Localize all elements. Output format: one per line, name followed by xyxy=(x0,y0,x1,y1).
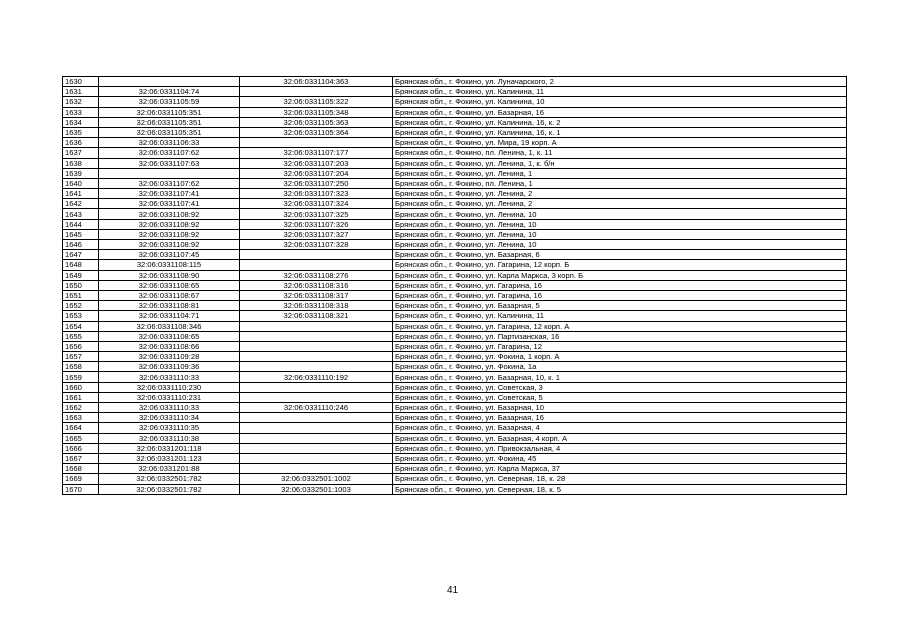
table-row xyxy=(63,341,847,351)
address-cell: Брянская обл., г. Фокино, ул. Калинина, 16, к. 2 xyxy=(393,117,847,127)
cadastral-number-a-cell: 32:06:0331201:88 xyxy=(99,464,240,474)
table-row xyxy=(63,77,847,87)
table-row xyxy=(63,352,847,362)
cadastral-number-b-cell xyxy=(240,413,393,423)
row-number-cell: 1654 xyxy=(63,321,99,331)
row-number-cell: 1633 xyxy=(63,107,99,117)
table-row xyxy=(63,372,847,382)
address-cell: Брянская обл., г. Фокино, ул. Гагарина, 16 xyxy=(393,290,847,300)
address-cell: Брянская обл., г. Фокино, ул. Привокзальная, 4 xyxy=(393,443,847,453)
cadastral-number-a-cell: 32:06:0331105:351 xyxy=(99,117,240,127)
row-number-cell: 1635 xyxy=(63,127,99,137)
cadastral-number-b-cell: 32:06:0331107:177 xyxy=(240,148,393,158)
address-cell: Брянская обл., г. Фокино, ул. Фокина, 45 xyxy=(393,453,847,463)
cadastral-number-a-cell: 32:06:0331110:230 xyxy=(99,382,240,392)
table-row xyxy=(63,158,847,168)
cadastral-number-b-cell: 32:06:0331107:324 xyxy=(240,199,393,209)
table-row xyxy=(63,168,847,178)
address-cell: Брянская обл., г. Фокино, ул. Мира, 19 корп. А xyxy=(393,138,847,148)
address-cell: Брянская обл., г. Фокино, ул. Фокина, 1а xyxy=(393,362,847,372)
table-row xyxy=(63,423,847,433)
cadastral-number-a-cell: 32:06:0331108:346 xyxy=(99,321,240,331)
address-cell: Брянская обл., г. Фокино, ул. Гагарина, 12 корп. А xyxy=(393,321,847,331)
cadastral-number-b-cell: 32:06:0331110:192 xyxy=(240,372,393,382)
address-cell: Брянская обл., г. Фокино, ул. Ленина, 1, к. б/н xyxy=(393,158,847,168)
cadastral-number-a-cell: 32:06:0331107:62 xyxy=(99,178,240,188)
row-number-cell: 1658 xyxy=(63,362,99,372)
cadastral-number-a-cell: 32:06:0331108:65 xyxy=(99,280,240,290)
cadastral-number-b-cell xyxy=(240,331,393,341)
row-number-cell: 1668 xyxy=(63,464,99,474)
address-cell: Брянская обл., г. Фокино, ул. Калинина, 11 xyxy=(393,87,847,97)
page-number: 41 xyxy=(446,585,459,596)
row-number-cell: 1647 xyxy=(63,250,99,260)
address-cell: Брянская обл., г. Фокино, ул. Базарная, 4 корп. А xyxy=(393,433,847,443)
cadastral-number-a-cell: 32:06:0331201:123 xyxy=(99,453,240,463)
cadastral-number-b-cell xyxy=(240,362,393,372)
address-cell: Брянская обл., г. Фокино, ул. Ленина, 2 xyxy=(393,189,847,199)
row-number-cell: 1667 xyxy=(63,453,99,463)
cadastral-number-a-cell: 32:06:0331105:351 xyxy=(99,127,240,137)
cadastral-number-b-cell: 32:06:0331108:318 xyxy=(240,301,393,311)
cadastral-number-a-cell: 32:06:0331105:351 xyxy=(99,107,240,117)
table-row xyxy=(63,219,847,229)
table-row xyxy=(63,464,847,474)
cadastral-number-a-cell: 32:06:0331110:34 xyxy=(99,413,240,423)
table-row xyxy=(63,443,847,453)
row-number-cell: 1664 xyxy=(63,423,99,433)
address-cell: Брянская обл., г. Фокино, ул. Партизанская, 16 xyxy=(393,331,847,341)
row-number-cell: 1642 xyxy=(63,199,99,209)
row-number-cell: 1666 xyxy=(63,443,99,453)
table-row xyxy=(63,392,847,402)
cadastral-number-a-cell: 32:06:0332501:782 xyxy=(99,484,240,494)
cadastral-number-a-cell: 32:06:0331201:118 xyxy=(99,443,240,453)
address-cell: Брянская обл., г. Фокино, ул. Советская, 5 xyxy=(393,392,847,402)
table-row xyxy=(63,97,847,107)
cadastral-number-b-cell xyxy=(240,423,393,433)
table-row xyxy=(63,250,847,260)
table-row xyxy=(63,87,847,97)
cadastral-number-a-cell: 32:06:0332501:782 xyxy=(99,474,240,484)
cadastral-number-a-cell: 32:06:0331108:92 xyxy=(99,240,240,250)
cadastral-number-b-cell: 32:06:0331107:250 xyxy=(240,178,393,188)
row-number-cell: 1663 xyxy=(63,413,99,423)
address-cell: Брянская обл., г. Фокино, ул. Карла Маркса, 3 корп. Б xyxy=(393,270,847,280)
address-cell: Брянская обл., г. Фокино, ул. Карла Маркса, 37 xyxy=(393,464,847,474)
cadastral-number-b-cell: 32:06:0331105:363 xyxy=(240,117,393,127)
cadastral-number-b-cell xyxy=(240,341,393,351)
table-body xyxy=(63,77,847,495)
cadastral-number-b-cell: 32:06:0331108:317 xyxy=(240,290,393,300)
table-row xyxy=(63,484,847,494)
row-number-cell: 1659 xyxy=(63,372,99,382)
cadastral-number-b-cell xyxy=(240,352,393,362)
cadastral-number-b-cell xyxy=(240,443,393,453)
row-number-cell: 1649 xyxy=(63,270,99,280)
cadastral-number-b-cell xyxy=(240,87,393,97)
cadastral-number-a-cell: 32:06:0331109:36 xyxy=(99,362,240,372)
row-number-cell: 1653 xyxy=(63,311,99,321)
address-cell: Брянская обл., г. Фокино, ул. Советская, 3 xyxy=(393,382,847,392)
row-number-cell: 1634 xyxy=(63,117,99,127)
cadastral-number-a-cell: 32:06:0331107:41 xyxy=(99,189,240,199)
cadastral-number-a-cell: 32:06:0331108:92 xyxy=(99,219,240,229)
row-number-cell: 1630 xyxy=(63,77,99,87)
cadastral-number-b-cell: 32:06:0331107:203 xyxy=(240,158,393,168)
cadastral-number-a-cell: 32:06:0331108:92 xyxy=(99,209,240,219)
cadastral-number-b-cell xyxy=(240,138,393,148)
cadastral-number-a-cell: 32:06:0331108:81 xyxy=(99,301,240,311)
cadastral-number-a-cell: 32:06:0331110:38 xyxy=(99,433,240,443)
address-cell: Брянская обл., г. Фокино, пл. Ленина, 1 xyxy=(393,178,847,188)
address-cell: Брянская обл., г. Фокино, ул. Ленина, 10 xyxy=(393,240,847,250)
cadastral-number-a-cell: 32:06:0331107:41 xyxy=(99,199,240,209)
table-row xyxy=(63,301,847,311)
table-row xyxy=(63,270,847,280)
address-cell: Брянская обл., г. Фокино, ул. Калинина, 16, к. 1 xyxy=(393,127,847,137)
address-cell: Брянская обл., г. Фокино, ул. Гагарина, 12 корп. Б xyxy=(393,260,847,270)
cadastral-number-a-cell: 32:06:0331108:115 xyxy=(99,260,240,270)
address-cell: Брянская обл., г. Фокино, ул. Базарная, 6 xyxy=(393,250,847,260)
cadastral-number-b-cell: 32:06:0332501:1002 xyxy=(240,474,393,484)
cadastral-number-a-cell: 32:06:0331104:74 xyxy=(99,87,240,97)
row-number-cell: 1644 xyxy=(63,219,99,229)
cadastral-number-b-cell xyxy=(240,392,393,402)
cadastral-number-b-cell: 32:06:0331108:321 xyxy=(240,311,393,321)
cadastral-number-a-cell xyxy=(99,168,240,178)
cadastral-number-a-cell: 32:06:0331106:33 xyxy=(99,138,240,148)
cadastral-number-b-cell xyxy=(240,260,393,270)
row-number-cell: 1661 xyxy=(63,392,99,402)
table-row xyxy=(63,474,847,484)
table-row xyxy=(63,362,847,372)
table-row xyxy=(63,148,847,158)
table-row xyxy=(63,138,847,148)
address-cell: Брянская обл., г. Фокино, ул. Базарная, 4 xyxy=(393,423,847,433)
cadastral-table xyxy=(62,76,847,495)
table-row xyxy=(63,321,847,331)
cadastral-number-b-cell: 32:06:0332501:1003 xyxy=(240,484,393,494)
row-number-cell: 1648 xyxy=(63,260,99,270)
table-row xyxy=(63,240,847,250)
table-row xyxy=(63,403,847,413)
table-row xyxy=(63,260,847,270)
table-row xyxy=(63,117,847,127)
cadastral-number-b-cell xyxy=(240,453,393,463)
cadastral-number-a-cell xyxy=(99,77,240,87)
cadastral-number-a-cell: 32:06:0331110:33 xyxy=(99,403,240,413)
row-number-cell: 1669 xyxy=(63,474,99,484)
address-cell: Брянская обл., г. Фокино, ул. Северная, 18, к. 28 xyxy=(393,474,847,484)
table-row xyxy=(63,127,847,137)
table-row xyxy=(63,107,847,117)
row-number-cell: 1657 xyxy=(63,352,99,362)
cadastral-number-a-cell: 32:06:0331108:67 xyxy=(99,290,240,300)
table-row xyxy=(63,311,847,321)
address-cell: Брянская обл., г. Фокино, ул. Калинина, 10 xyxy=(393,97,847,107)
row-number-cell: 1646 xyxy=(63,240,99,250)
address-cell: Брянская обл., г. Фокино, ул. Ленина, 1 xyxy=(393,168,847,178)
cadastral-number-a-cell: 32:06:0331110:231 xyxy=(99,392,240,402)
row-number-cell: 1670 xyxy=(63,484,99,494)
table-row xyxy=(63,453,847,463)
table-row xyxy=(63,331,847,341)
table-row xyxy=(63,178,847,188)
row-number-cell: 1662 xyxy=(63,403,99,413)
cadastral-number-b-cell: 32:06:0331108:276 xyxy=(240,270,393,280)
row-number-cell: 1631 xyxy=(63,87,99,97)
cadastral-number-b-cell xyxy=(240,250,393,260)
row-number-cell: 1643 xyxy=(63,209,99,219)
cadastral-number-a-cell: 32:06:0331108:90 xyxy=(99,270,240,280)
table-row xyxy=(63,433,847,443)
row-number-cell: 1656 xyxy=(63,341,99,351)
address-cell: Брянская обл., г. Фокино, ул. Гагарина, 16 xyxy=(393,280,847,290)
table-row xyxy=(63,280,847,290)
table-row xyxy=(63,209,847,219)
address-cell: Брянская обл., г. Фокино, ул. Базарная, 10, к. 1 xyxy=(393,372,847,382)
table-row xyxy=(63,189,847,199)
cadastral-number-b-cell: 32:06:0331105:348 xyxy=(240,107,393,117)
table-row xyxy=(63,382,847,392)
row-number-cell: 1660 xyxy=(63,382,99,392)
cadastral-number-a-cell: 32:06:0331107:45 xyxy=(99,250,240,260)
cadastral-number-a-cell: 32:06:0331110:33 xyxy=(99,372,240,382)
row-number-cell: 1640 xyxy=(63,178,99,188)
cadastral-number-b-cell: 32:06:0331104:363 xyxy=(240,77,393,87)
table-row xyxy=(63,199,847,209)
address-cell: Брянская обл., г. Фокино, ул. Фокина, 1 корп. А xyxy=(393,352,847,362)
address-cell: Брянская обл., г. Фокино, ул. Гагарина, 12 xyxy=(393,341,847,351)
cadastral-number-b-cell: 32:06:0331105:364 xyxy=(240,127,393,137)
cadastral-number-b-cell: 32:06:0331107:323 xyxy=(240,189,393,199)
address-cell: Брянская обл., г. Фокино, ул. Северная, 18, к. 5 xyxy=(393,484,847,494)
cadastral-number-b-cell: 32:06:0331105:322 xyxy=(240,97,393,107)
cadastral-number-b-cell: 32:06:0331108:316 xyxy=(240,280,393,290)
cadastral-number-a-cell: 32:06:0331105:59 xyxy=(99,97,240,107)
cadastral-number-b-cell: 32:06:0331107:328 xyxy=(240,240,393,250)
table-row xyxy=(63,413,847,423)
cadastral-number-a-cell: 32:06:0331108:92 xyxy=(99,229,240,239)
row-number-cell: 1638 xyxy=(63,158,99,168)
cadastral-number-b-cell xyxy=(240,464,393,474)
cadastral-number-b-cell: 32:06:0331107:204 xyxy=(240,168,393,178)
address-cell: Брянская обл., г. Фокино, ул. Ленина, 10 xyxy=(393,219,847,229)
cadastral-number-a-cell: 32:06:0331107:63 xyxy=(99,158,240,168)
table-row xyxy=(63,290,847,300)
cadastral-number-a-cell: 32:06:0331104:71 xyxy=(99,311,240,321)
row-number-cell: 1651 xyxy=(63,290,99,300)
address-cell: Брянская обл., г. Фокино, ул. Ленина, 2 xyxy=(393,199,847,209)
row-number-cell: 1665 xyxy=(63,433,99,443)
cadastral-number-b-cell: 32:06:0331107:327 xyxy=(240,229,393,239)
address-cell: Брянская обл., г. Фокино, ул. Ленина, 10 xyxy=(393,209,847,219)
row-number-cell: 1636 xyxy=(63,138,99,148)
address-cell: Брянская обл., г. Фокино, ул. Базарная, 16 xyxy=(393,107,847,117)
cadastral-number-a-cell: 32:06:0331107:62 xyxy=(99,148,240,158)
row-number-cell: 1632 xyxy=(63,97,99,107)
cadastral-number-a-cell: 32:06:0331108:65 xyxy=(99,331,240,341)
address-cell: Брянская обл., г. Фокино, ул. Калинина, 11 xyxy=(393,311,847,321)
cadastral-number-a-cell: 32:06:0331110:35 xyxy=(99,423,240,433)
address-cell: Брянская обл., г. Фокино, ул. Базарная, 10 xyxy=(393,403,847,413)
address-cell: Брянская обл., г. Фокино, пл. Ленина, 1, к. 11 xyxy=(393,148,847,158)
address-cell: Брянская обл., г. Фокино, ул. Базарная, 16 xyxy=(393,413,847,423)
row-number-cell: 1652 xyxy=(63,301,99,311)
cadastral-number-b-cell: 32:06:0331107:326 xyxy=(240,219,393,229)
address-cell: Брянская обл., г. Фокино, ул. Базарная, 5 xyxy=(393,301,847,311)
cadastral-number-a-cell: 32:06:0331108:66 xyxy=(99,341,240,351)
row-number-cell: 1645 xyxy=(63,229,99,239)
cadastral-number-b-cell xyxy=(240,382,393,392)
address-cell: Брянская обл., г. Фокино, ул. Луначарского, 2 xyxy=(393,77,847,87)
cadastral-number-a-cell: 32:06:0331109:28 xyxy=(99,352,240,362)
row-number-cell: 1637 xyxy=(63,148,99,158)
cadastral-number-b-cell: 32:06:0331107:325 xyxy=(240,209,393,219)
cadastral-number-b-cell xyxy=(240,433,393,443)
row-number-cell: 1639 xyxy=(63,168,99,178)
cadastral-number-b-cell: 32:06:0331110:246 xyxy=(240,403,393,413)
cadastral-number-b-cell xyxy=(240,321,393,331)
table-row xyxy=(63,229,847,239)
row-number-cell: 1655 xyxy=(63,331,99,341)
row-number-cell: 1641 xyxy=(63,189,99,199)
address-cell: Брянская обл., г. Фокино, ул. Ленина, 10 xyxy=(393,229,847,239)
row-number-cell: 1650 xyxy=(63,280,99,290)
